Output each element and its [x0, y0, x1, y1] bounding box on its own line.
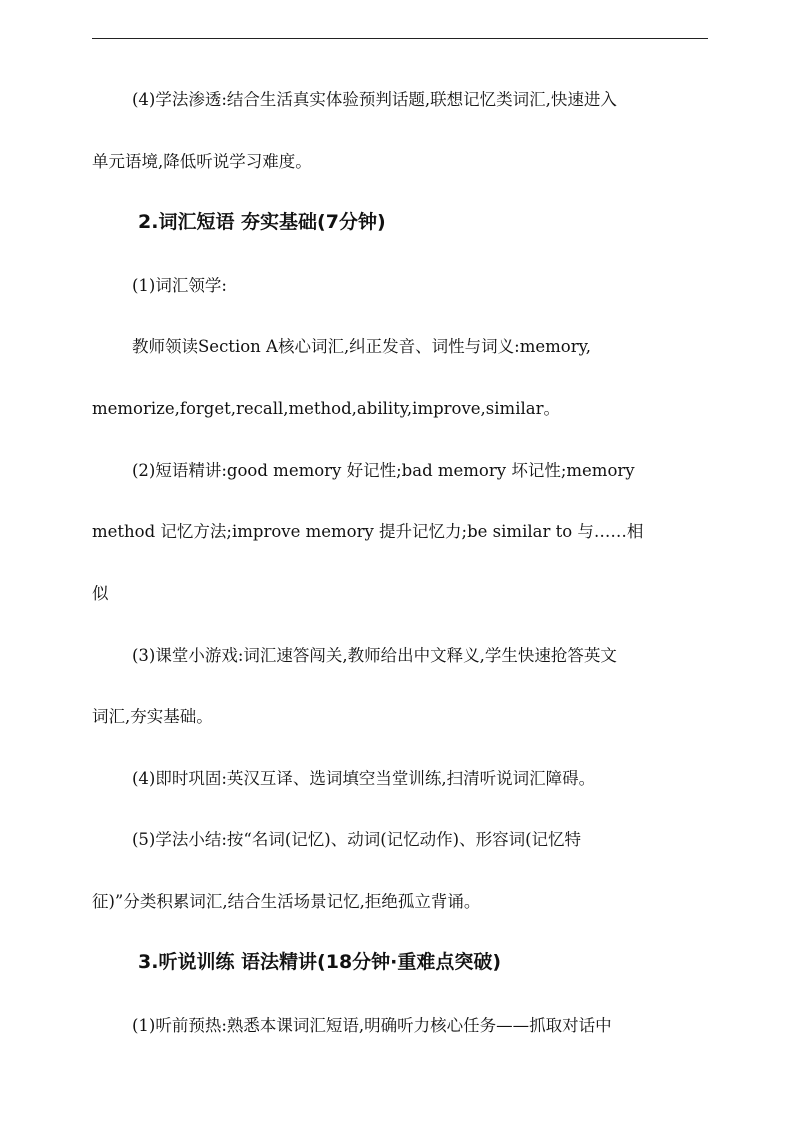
paragraph-line: memorize,forget,recall,method,ability,improve,similar。	[92, 399, 560, 418]
paragraph-line: method 记忆方法;improve memory 提升记忆力;be similar to 与……相	[92, 522, 644, 541]
paragraph-line: (5)学法小结:按“名词(记忆)、动词(记忆动作)、形容词(记忆特	[132, 830, 582, 849]
paragraph-line: 教师领读Section A核心词汇,纠正发音、词性与词义:memory,	[132, 337, 591, 356]
paragraph-line: 单元语境,降低听说学习难度。	[92, 152, 312, 171]
paragraph-line: (4)学法渗透:结合生活真实体验预判话题,联想记忆类词汇,快速进入	[132, 90, 617, 109]
section-heading-vocabulary: 2.词汇短语 夯实基础(7分钟)	[138, 211, 386, 233]
section-heading-listening: 3.听说训练 语法精讲(18分钟·重难点突破)	[138, 951, 502, 973]
header-rule	[92, 38, 708, 39]
paragraph-line: (3)课堂小游戏:词汇速答闯关,教师给出中文释义,学生快速抢答英文	[132, 646, 617, 665]
paragraph-line: (1)听前预热:熟悉本课词汇短语,明确听力核心任务——抓取对话中	[132, 1016, 612, 1035]
paragraph-line: (2)短语精讲:good memory 好记性;bad memory 坏记性;memory	[132, 461, 635, 480]
paragraph-line: (4)即时巩固:英汉互译、选词填空当堂训练,扫清听说词汇障碍。	[132, 769, 596, 788]
paragraph-line: 词汇,夯实基础。	[92, 707, 213, 726]
paragraph-line: (1)词汇领学:	[132, 276, 227, 295]
paragraph-line: 似	[92, 584, 109, 603]
paragraph-line: 征)”分类积累词汇,结合生活场景记忆,拒绝孤立背诵。	[92, 892, 481, 911]
